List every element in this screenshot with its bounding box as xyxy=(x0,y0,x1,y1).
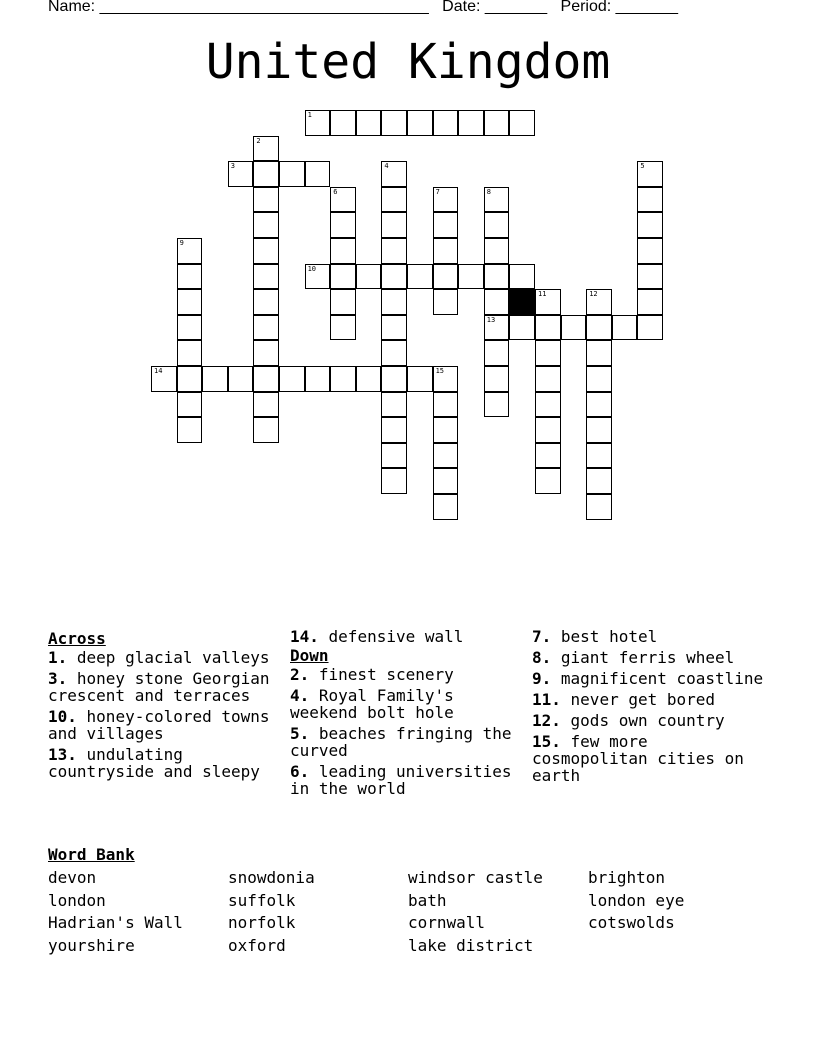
puzzle-title: United Kingdom xyxy=(205,34,611,90)
grid-cell[interactable] xyxy=(330,238,356,264)
word-bank-item: windsor castle xyxy=(408,868,543,887)
down-clue-list xyxy=(290,666,530,797)
clue-text: never get bored xyxy=(560,690,716,709)
grid-cell[interactable] xyxy=(484,392,510,418)
grid-cell[interactable] xyxy=(305,110,331,136)
word-bank-item: brighton xyxy=(588,868,666,887)
grid-cell[interactable] xyxy=(561,315,587,341)
grid-cell[interactable] xyxy=(586,417,612,443)
grid-cell[interactable] xyxy=(381,417,407,443)
grid-cell[interactable] xyxy=(433,417,459,443)
across-clue-list-continued xyxy=(290,628,530,645)
grid-cell[interactable] xyxy=(381,212,407,238)
grid-cell[interactable] xyxy=(433,110,459,136)
word-bank-item: devon xyxy=(48,868,97,887)
grid-cell[interactable] xyxy=(458,110,484,136)
grid-cell[interactable] xyxy=(253,392,279,418)
clue-number-label: 12. xyxy=(532,711,561,730)
grid-cell[interactable] xyxy=(253,187,279,213)
grid-cell[interactable] xyxy=(151,366,177,392)
grid-cell[interactable] xyxy=(535,392,561,418)
clue-number-label: 3. xyxy=(48,669,68,688)
grid-cell[interactable] xyxy=(637,187,663,213)
clue-text: best hotel xyxy=(551,627,658,646)
grid-cell[interactable] xyxy=(330,315,356,341)
clue-number-label: 6. xyxy=(290,762,310,781)
clue-number-label: 5. xyxy=(290,724,310,743)
grid-cell[interactable] xyxy=(586,494,612,520)
clue-number-label: 10. xyxy=(48,707,77,726)
grid-cell[interactable] xyxy=(330,289,356,315)
grid-cell[interactable] xyxy=(407,366,433,392)
grid-cell[interactable] xyxy=(458,264,484,290)
grid-cell[interactable] xyxy=(253,315,279,341)
period-blank[interactable]: _______ xyxy=(615,0,678,15)
grid-cell[interactable] xyxy=(484,289,510,315)
clue-text: leading universities in the world xyxy=(290,762,512,798)
clue-number: 15 xyxy=(435,367,445,375)
word-bank-item: snowdonia xyxy=(228,868,315,887)
grid-cell[interactable] xyxy=(509,315,535,341)
grid-cell[interactable] xyxy=(484,340,510,366)
grid-cell[interactable] xyxy=(381,340,407,366)
clue-number: 7 xyxy=(435,187,440,196)
grid-cell[interactable] xyxy=(484,315,510,341)
grid-cell[interactable] xyxy=(586,315,612,341)
word-bank-item: Hadrian's Wall xyxy=(48,913,183,933)
grid-cell[interactable] xyxy=(356,110,382,136)
grid-cell[interactable] xyxy=(433,212,459,238)
name-label: Name: xyxy=(48,0,96,15)
clue-item xyxy=(532,733,772,784)
clue-item xyxy=(48,649,288,666)
grid-cell[interactable] xyxy=(253,136,279,162)
word-bank-item: cornwall xyxy=(408,913,486,933)
clue-item xyxy=(48,670,288,704)
grid-cell[interactable] xyxy=(612,315,638,341)
grid-cell[interactable] xyxy=(381,315,407,341)
grid-cell[interactable] xyxy=(381,110,407,136)
grid-cell[interactable] xyxy=(305,264,331,290)
word-bank-item: oxford xyxy=(228,936,286,956)
clue-text: honey stone Georgian crescent and terraces xyxy=(48,669,270,705)
grid-cell[interactable] xyxy=(177,366,203,392)
clue-item xyxy=(48,708,288,742)
grid-cell[interactable] xyxy=(381,366,407,392)
grid-cell[interactable] xyxy=(433,264,459,290)
grid-cell[interactable] xyxy=(253,417,279,443)
grid-cell[interactable] xyxy=(637,315,663,341)
grid-cell[interactable] xyxy=(330,366,356,392)
word-bank-item: london xyxy=(48,890,106,910)
word-bank-item: cotswolds xyxy=(588,913,675,933)
clue-number-label: 8. xyxy=(532,648,552,667)
clue-text: giant ferris wheel xyxy=(551,648,735,667)
clue-number: 6 xyxy=(333,187,338,196)
date-blank[interactable]: _______ xyxy=(484,0,548,15)
word-bank-item: lake district xyxy=(408,936,534,956)
clue-number: 3 xyxy=(230,162,236,171)
grid-cell[interactable] xyxy=(535,366,561,392)
clue-number: 13 xyxy=(486,315,496,324)
grid-cell[interactable] xyxy=(484,264,510,290)
grid-cell[interactable] xyxy=(330,110,356,136)
grid-cell[interactable] xyxy=(177,289,203,315)
clue-number: 2 xyxy=(256,136,261,145)
grid-cell[interactable] xyxy=(381,187,407,213)
clues-column-3 xyxy=(532,628,772,788)
grid-cell[interactable] xyxy=(637,264,663,290)
grid-cell[interactable] xyxy=(381,392,407,418)
grid-cell[interactable] xyxy=(253,366,279,392)
clue-text: honey-colored towns and villages xyxy=(48,707,270,743)
grid-cell[interactable] xyxy=(253,264,279,290)
down-heading: Down xyxy=(290,646,329,665)
grid-cell[interactable] xyxy=(381,264,407,290)
grid-cell[interactable] xyxy=(637,161,663,187)
grid-cell[interactable] xyxy=(407,264,433,290)
grid-cell[interactable] xyxy=(177,417,203,443)
clue-number-label: 14. xyxy=(290,627,319,646)
grid-cell[interactable] xyxy=(177,238,203,264)
clue-text: magnificent coastline xyxy=(551,669,764,688)
clue-text: finest scenery xyxy=(309,665,454,684)
clue-number-label: 13. xyxy=(48,745,77,764)
word-bank-heading: Word Bank xyxy=(48,845,135,864)
period-label: Period: xyxy=(560,0,612,15)
grid-cell[interactable] xyxy=(253,340,279,366)
clue-number: 4 xyxy=(384,162,389,171)
clues-column-2 xyxy=(290,628,530,801)
grid-cell[interactable] xyxy=(253,289,279,315)
grid-cell[interactable] xyxy=(586,340,612,366)
grid-cell[interactable] xyxy=(535,468,561,494)
grid-cell[interactable] xyxy=(484,110,510,136)
clue-number-label: 9. xyxy=(532,669,552,688)
across-clue-list xyxy=(48,649,288,780)
grid-cell[interactable] xyxy=(484,238,510,264)
clues-column-1 xyxy=(48,628,288,784)
clue-item xyxy=(290,628,530,645)
clue-item xyxy=(290,725,530,759)
grid-cell[interactable] xyxy=(509,264,535,290)
grid-cell[interactable] xyxy=(433,238,459,264)
clue-number: 1 xyxy=(307,111,312,119)
clue-number: 5 xyxy=(640,162,645,171)
clue-item xyxy=(290,687,530,721)
clue-text: gods own country xyxy=(560,711,725,730)
grid-cell[interactable] xyxy=(177,392,203,418)
grid-cell[interactable] xyxy=(586,392,612,418)
clue-text: undulating countryside and sleepy xyxy=(48,745,260,781)
grid-cell[interactable] xyxy=(330,212,356,238)
clue-number: 10 xyxy=(307,264,317,273)
grid-cell[interactable] xyxy=(330,264,356,290)
grid-cell[interactable] xyxy=(433,366,459,392)
grid-cell[interactable] xyxy=(177,264,203,290)
grid-cell[interactable] xyxy=(637,289,663,315)
grid-cell[interactable] xyxy=(484,187,510,213)
word-bank-item: yourshire xyxy=(48,936,135,956)
grid-cell[interactable] xyxy=(253,238,279,264)
down-clue-list-continued xyxy=(532,628,772,784)
clue-item xyxy=(532,670,772,687)
grid-cell[interactable] xyxy=(356,366,382,392)
clue-number-label: 11. xyxy=(532,690,561,709)
grid-cell[interactable] xyxy=(253,212,279,238)
grid-cell[interactable] xyxy=(381,238,407,264)
grid-cell[interactable] xyxy=(433,443,459,469)
grid-cell[interactable] xyxy=(586,289,612,315)
grid-cell[interactable] xyxy=(381,289,407,315)
word-bank-item: bath xyxy=(408,890,447,910)
clue-number-label: 15. xyxy=(532,732,561,751)
grid-cell[interactable] xyxy=(433,468,459,494)
clue-number: 9 xyxy=(179,239,184,247)
grid-cell[interactable] xyxy=(637,238,663,264)
grid-cell[interactable] xyxy=(305,161,331,187)
clue-item xyxy=(532,712,772,729)
grid-cell[interactable] xyxy=(535,289,561,315)
clue-text: beaches fringing the curved xyxy=(290,724,512,760)
grid-cell[interactable] xyxy=(586,468,612,494)
clue-text: Royal Family's weekend bolt hole xyxy=(290,686,454,722)
clue-number-label: 1. xyxy=(48,648,68,667)
grid-cell[interactable] xyxy=(637,212,663,238)
grid-cell[interactable] xyxy=(202,366,228,392)
grid-cell[interactable] xyxy=(484,212,510,238)
clue-text: defensive wall xyxy=(318,627,464,646)
grid-cell[interactable] xyxy=(228,366,254,392)
word-bank-item: london eye xyxy=(588,890,685,910)
grid-cell[interactable] xyxy=(253,161,279,187)
across-heading: Across xyxy=(48,629,106,648)
clue-number: 8 xyxy=(486,187,492,196)
grid-cell[interactable] xyxy=(433,289,459,315)
black-cell xyxy=(509,289,535,315)
grid-cell[interactable] xyxy=(535,340,561,366)
grid-cell[interactable] xyxy=(228,161,254,187)
clue-item xyxy=(290,763,530,797)
grid-cell[interactable] xyxy=(535,315,561,341)
grid-cell[interactable] xyxy=(407,110,433,136)
date-label: Date: xyxy=(442,0,481,15)
grid-cell[interactable] xyxy=(484,366,510,392)
clue-item xyxy=(290,666,530,683)
grid-cell[interactable] xyxy=(433,392,459,418)
grid-cell[interactable] xyxy=(177,340,203,366)
grid-cell[interactable] xyxy=(586,443,612,469)
name-blank[interactable]: _____________________________________ xyxy=(99,0,429,15)
clue-item xyxy=(532,628,772,645)
clue-text: deep glacial valleys xyxy=(67,648,270,667)
clue-item xyxy=(532,649,772,666)
grid-cell[interactable] xyxy=(535,443,561,469)
grid-cell[interactable] xyxy=(356,264,382,290)
word-bank-item: norfolk xyxy=(228,913,296,933)
grid-cell[interactable] xyxy=(279,366,305,392)
grid-cell[interactable] xyxy=(305,366,331,392)
clue-item xyxy=(48,746,288,780)
clue-number-label: 7. xyxy=(532,627,552,646)
clue-number-label: 2. xyxy=(290,665,310,684)
grid-cell[interactable] xyxy=(535,417,561,443)
clue-text: few more cosmopolitan cities on earth xyxy=(532,732,744,785)
grid-cell[interactable] xyxy=(381,443,407,469)
clue-number: 14 xyxy=(154,367,163,375)
grid-cell[interactable] xyxy=(433,187,459,213)
grid-cell[interactable] xyxy=(381,468,407,494)
word-bank-item: suffolk xyxy=(228,890,296,910)
clue-number: 12 xyxy=(589,290,598,299)
grid-cell[interactable] xyxy=(586,366,612,392)
grid-cell[interactable] xyxy=(433,494,459,520)
clue-item xyxy=(532,691,772,708)
clue-number: 11 xyxy=(538,290,547,299)
grid-cell[interactable] xyxy=(330,187,356,213)
grid-cell[interactable] xyxy=(177,315,203,341)
grid-cell[interactable] xyxy=(279,161,305,187)
clue-number-label: 4. xyxy=(290,686,310,705)
grid-cell[interactable] xyxy=(381,161,407,187)
grid-cell[interactable] xyxy=(509,110,535,136)
